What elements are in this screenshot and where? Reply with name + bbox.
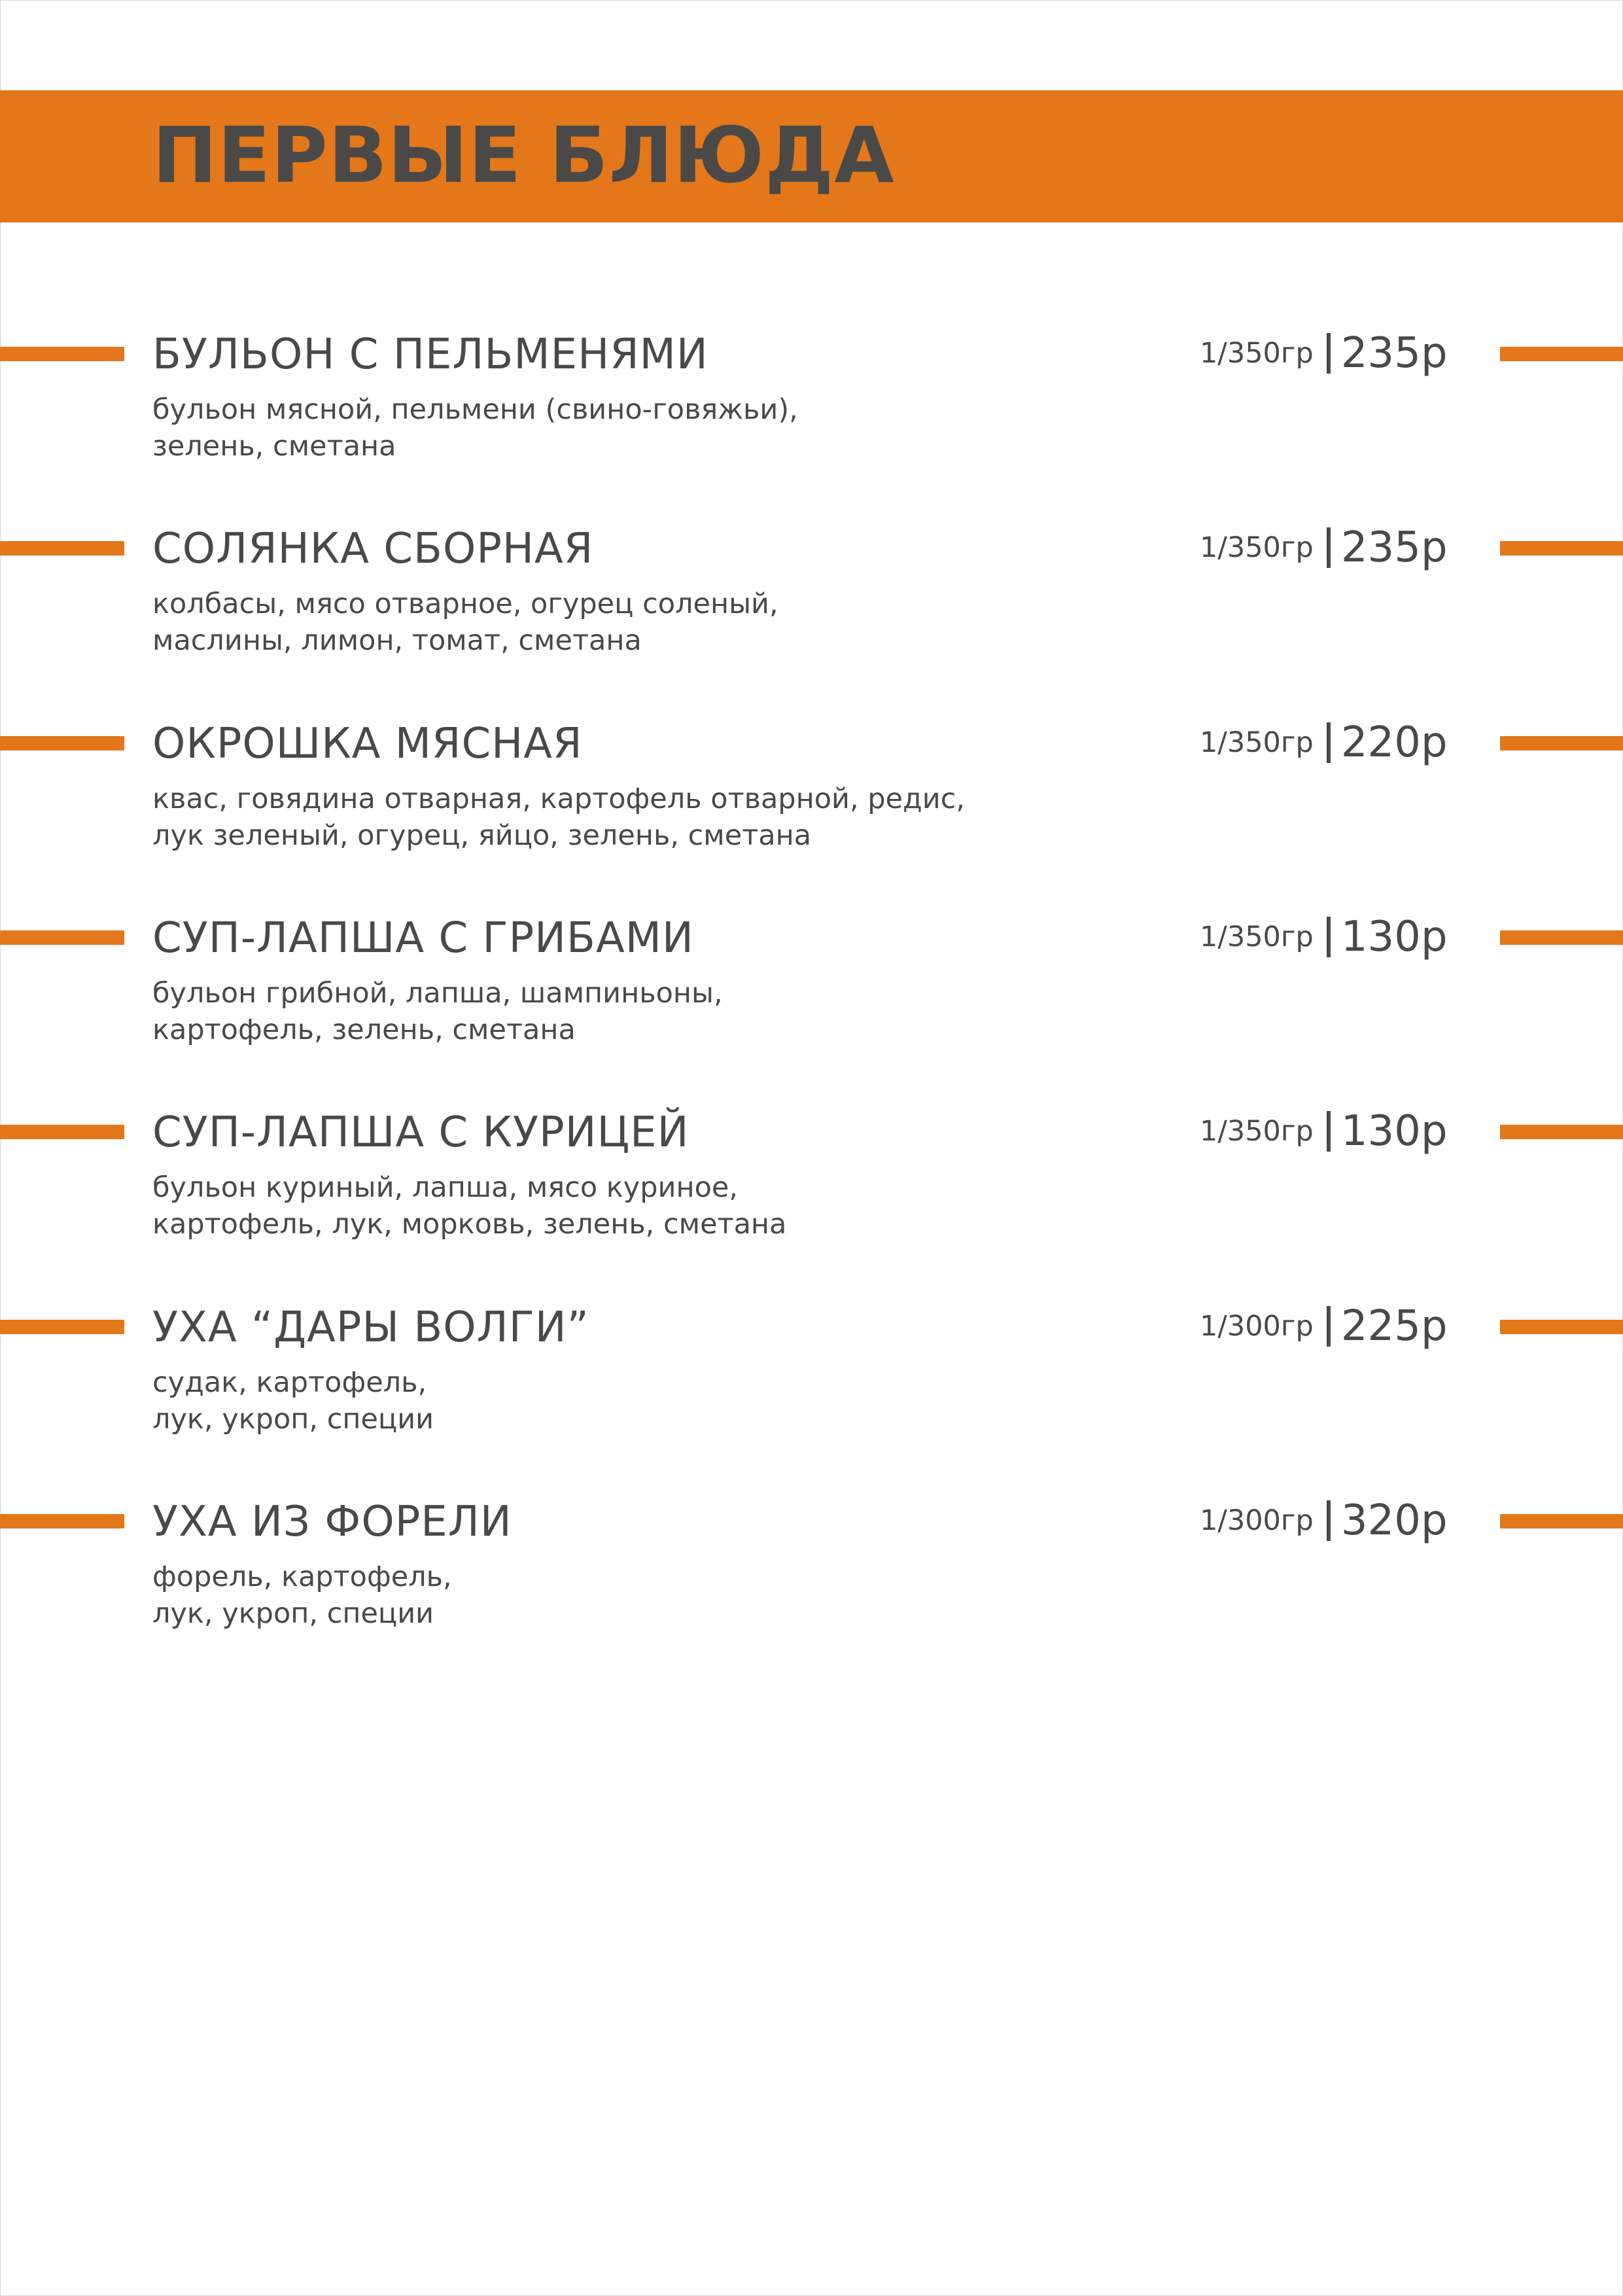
item-description-line: колбасы, мясо отварное, огурец соленый, xyxy=(152,588,778,620)
item-description-line: лук, укроп, специи xyxy=(152,1597,434,1630)
item-name: УХА “ДАРЫ ВОЛГИ” xyxy=(152,1303,589,1352)
item-description xyxy=(152,391,798,465)
price-separator xyxy=(1327,527,1331,568)
right-accent-dash xyxy=(1500,347,1623,361)
right-accent-dash xyxy=(1500,541,1623,556)
item-price: 235р xyxy=(1340,329,1448,378)
menu-item xyxy=(0,1280,1623,1451)
item-description-line: бульон куриный, лапша, мясо куриное, xyxy=(152,1171,739,1204)
item-description xyxy=(152,586,778,659)
item-price: 220р xyxy=(1340,718,1448,767)
left-accent-dash xyxy=(0,1320,124,1334)
price-block xyxy=(1200,1300,1448,1352)
price-separator xyxy=(1327,333,1331,374)
item-price: 320р xyxy=(1340,1496,1448,1545)
left-accent-dash xyxy=(0,736,124,751)
price-separator xyxy=(1327,1500,1331,1541)
item-price: 235р xyxy=(1340,523,1448,572)
menu-item xyxy=(0,1475,1623,1645)
price-block xyxy=(1200,327,1448,380)
item-description-line: маслины, лимон, томат, сметана xyxy=(152,624,642,657)
item-weight: 1/350гр xyxy=(1200,921,1314,953)
right-accent-dash xyxy=(1500,1125,1623,1139)
page-title: ПЕРВЫЕ БЛЮДА xyxy=(152,110,895,200)
item-description-line: лук, укроп, специи xyxy=(152,1403,434,1436)
item-weight: 1/350гр xyxy=(1200,1115,1314,1148)
item-description-line: бульон мясной, пельмени (свино-говяжьи), xyxy=(152,393,798,426)
price-block xyxy=(1200,716,1448,769)
left-accent-dash xyxy=(0,1125,124,1139)
right-accent-dash xyxy=(1500,736,1623,751)
price-block xyxy=(1200,1494,1448,1547)
menu-item xyxy=(0,891,1623,1061)
item-weight: 1/300гр xyxy=(1200,1504,1314,1537)
item-name: СУП-ЛАПША С КУРИЦЕЙ xyxy=(152,1108,689,1157)
price-separator xyxy=(1327,917,1331,957)
item-description-line: судак, картофель, xyxy=(152,1366,427,1399)
price-separator xyxy=(1327,722,1331,763)
item-name: УХА ИЗ ФОРЕЛИ xyxy=(152,1498,512,1546)
price-separator xyxy=(1327,1306,1331,1347)
menu-item xyxy=(0,502,1623,672)
item-name: СУП-ЛАПША С ГРИБАМИ xyxy=(152,914,694,963)
price-block xyxy=(1200,521,1448,574)
left-accent-dash xyxy=(0,930,124,945)
item-description-line: бульон грибной, лапша, шампиньоны, xyxy=(152,977,723,1010)
item-description-line: картофель, лук, морковь, зелень, сметана xyxy=(152,1208,787,1241)
right-accent-dash xyxy=(1500,1514,1623,1528)
item-description xyxy=(152,1559,452,1632)
item-name: ОКРОШКА МЯСНАЯ xyxy=(152,720,583,768)
item-description xyxy=(152,1169,786,1243)
item-price: 225р xyxy=(1340,1302,1448,1351)
item-description-line: зелень, сметана xyxy=(152,430,396,463)
item-name: БУЛЬОН С ПЕЛЬМЕНЯМИ xyxy=(152,330,708,379)
menu-item xyxy=(0,308,1623,478)
item-description xyxy=(152,1364,434,1438)
item-description-line: лук зеленый, огурец, яйцо, зелень, сметана xyxy=(152,819,812,852)
item-weight: 1/300гр xyxy=(1200,1310,1314,1343)
price-block xyxy=(1200,911,1448,963)
item-weight: 1/350гр xyxy=(1200,531,1314,564)
item-name: СОЛЯНКА СБОРНАЯ xyxy=(152,525,594,573)
left-accent-dash xyxy=(0,1514,124,1528)
item-description-line: квас, говядина отварная, картофель отварной, редис, xyxy=(152,783,966,815)
item-weight: 1/350гр xyxy=(1200,726,1314,759)
item-price: 130р xyxy=(1340,913,1448,961)
item-description xyxy=(152,975,723,1048)
item-weight: 1/350гр xyxy=(1200,337,1314,370)
menu-item xyxy=(0,1086,1623,1256)
price-separator xyxy=(1327,1111,1331,1152)
item-description xyxy=(152,781,965,854)
item-price: 130р xyxy=(1340,1107,1448,1156)
item-description-line: форель, картофель, xyxy=(152,1561,452,1593)
price-block xyxy=(1200,1105,1448,1157)
right-accent-dash xyxy=(1500,1320,1623,1334)
item-description-line: картофель, зелень, сметана xyxy=(152,1014,576,1046)
menu-item xyxy=(0,697,1623,867)
left-accent-dash xyxy=(0,541,124,556)
right-accent-dash xyxy=(1500,930,1623,945)
left-accent-dash xyxy=(0,347,124,361)
